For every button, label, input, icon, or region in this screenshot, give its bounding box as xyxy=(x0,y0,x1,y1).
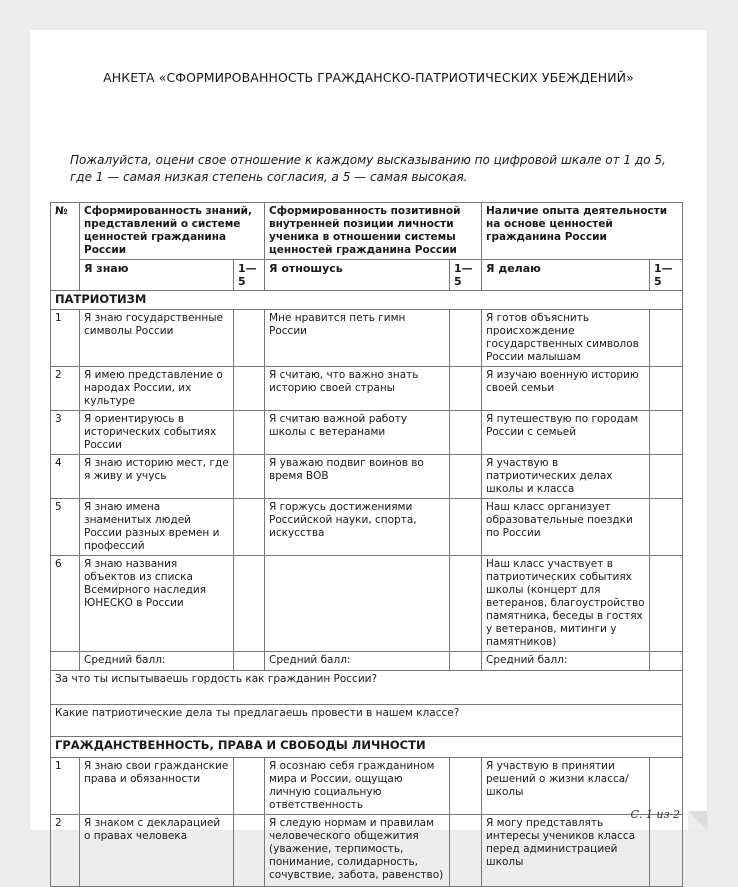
open-question-activities[interactable]: Какие патриотические дела ты предлагаешь провести в нашем классе? xyxy=(51,705,683,737)
statement-feel xyxy=(265,556,450,652)
section-row-citizenship xyxy=(51,737,683,758)
score-cell[interactable] xyxy=(650,411,683,455)
statement-do: Я путешествую по городам России с семьей xyxy=(482,411,650,455)
open-question-pride[interactable]: За что ты испытываешь гордость как гражданин России? xyxy=(51,671,683,705)
statement-know: Я имею представление о народах России, их культуре xyxy=(80,367,234,411)
section-row-patriotism xyxy=(51,291,683,310)
score-cell[interactable] xyxy=(234,310,265,367)
score-cell[interactable] xyxy=(650,758,683,815)
statement-know: Я знаю историю мест, где я живу и учусь xyxy=(80,455,234,499)
statement-do: Наш класс организует образовательные поездки по России xyxy=(482,499,650,556)
score-cell[interactable] xyxy=(234,758,265,815)
table-row xyxy=(51,310,683,367)
row-number: 3 xyxy=(51,411,80,455)
row-number: 4 xyxy=(51,455,80,499)
scale-header: 1—5 xyxy=(650,260,683,291)
open-question-row[interactable] xyxy=(51,671,683,705)
score-cell[interactable] xyxy=(450,455,482,499)
score-cell[interactable] xyxy=(450,411,482,455)
row-number xyxy=(51,652,80,671)
score-cell[interactable] xyxy=(450,310,482,367)
row-number: 2 xyxy=(51,815,80,887)
score-cell[interactable] xyxy=(650,556,683,652)
average-label-feel: Средний балл: xyxy=(265,652,450,671)
average-label-know: Средний балл: xyxy=(80,652,234,671)
statement-feel: Я считаю, что важно знать историю своей страны xyxy=(265,367,450,411)
scale-header: 1—5 xyxy=(450,260,482,291)
col-header-experience: Наличие опыта деятельности на основе ценностей гражданина России xyxy=(482,203,683,260)
score-cell[interactable] xyxy=(650,310,683,367)
statement-know: Я знаком с декларацией о правах человека xyxy=(80,815,234,887)
statement-know: Я знаю названия объектов из списка Всемирного наследия ЮНЕСКО в России xyxy=(80,556,234,652)
page-number: С. 1 из 2 xyxy=(630,808,680,821)
row-number: 1 xyxy=(51,310,80,367)
score-cell[interactable] xyxy=(650,367,683,411)
statement-do: Я участвую в патриотических делах школы и класса xyxy=(482,455,650,499)
statement-know: Я знаю свои гражданские права и обязанности xyxy=(80,758,234,815)
survey-table xyxy=(50,202,683,887)
statement-do: Я изучаю военную историю своей семьи xyxy=(482,367,650,411)
score-cell[interactable] xyxy=(450,758,482,815)
score-cell[interactable] xyxy=(234,367,265,411)
scale-header: 1—5 xyxy=(234,260,265,291)
row-number: 5 xyxy=(51,499,80,556)
table-row xyxy=(51,367,683,411)
statement-feel: Я следую нормам и правилам человеческого общежития (уважение, терпимость, понимание, солидарность, сочувствие, забота, равенство) xyxy=(265,815,450,887)
subheader-know: Я знаю xyxy=(80,260,234,291)
page-fold xyxy=(688,811,707,830)
number-header: № xyxy=(51,203,80,291)
row-number: 1 xyxy=(51,758,80,815)
statement-do: Наш класс участвует в патриотических событиях школы (концерт для ветеранов, благоустройство памятника, беседы в гостях у ветеранов, митинги у памятников) xyxy=(482,556,650,652)
statement-feel: Я считаю важной работу школы с ветеранами xyxy=(265,411,450,455)
row-number: 6 xyxy=(51,556,80,652)
score-cell[interactable] xyxy=(234,815,265,887)
table-row xyxy=(51,556,683,652)
score-cell[interactable] xyxy=(234,455,265,499)
table-row xyxy=(51,758,683,815)
statement-know: Я знаю государственные символы России xyxy=(80,310,234,367)
subheader-feel: Я отношусь xyxy=(265,260,450,291)
average-score-cell[interactable] xyxy=(650,652,683,671)
subheader-do: Я делаю xyxy=(482,260,650,291)
score-cell[interactable] xyxy=(234,556,265,652)
table-header-row xyxy=(51,203,683,260)
row-number: 2 xyxy=(51,367,80,411)
statement-do: Я участвую в принятии решений о жизни класса/школы xyxy=(482,758,650,815)
score-cell[interactable] xyxy=(650,815,683,887)
statement-know: Я ориентируюсь в исторических событиях России xyxy=(80,411,234,455)
score-cell[interactable] xyxy=(650,455,683,499)
survey-instructions: Пожалуйста, оцени свое отношение к каждому высказыванию по цифровой шкале от 1 до 5, где 1 — самая низкая степень согласия, а 5 — самая высокая. xyxy=(70,153,666,184)
statement-feel: Мне нравится петь гимн России xyxy=(265,310,450,367)
table-row xyxy=(51,411,683,455)
score-cell[interactable] xyxy=(450,499,482,556)
statement-feel: Я осознаю себя гражданином мира и России, ощущаю личную социальную ответственность xyxy=(265,758,450,815)
statement-do: Я могу представлять интересы учеников класса перед администрацией школы xyxy=(482,815,650,887)
score-cell[interactable] xyxy=(234,411,265,455)
statement-feel: Я уважаю подвиг воинов во время ВОВ xyxy=(265,455,450,499)
table-subheader-row xyxy=(51,260,683,291)
section-title: ГРАЖДАНСТВЕННОСТЬ, ПРАВА И СВОБОДЫ ЛИЧНОСТИ xyxy=(51,737,683,758)
survey-title: АНКЕТА «СФОРМИРОВАННОСТЬ ГРАЖДАНСКО-ПАТРИОТИЧЕСКИХ УБЕЖДЕНИЙ» xyxy=(103,70,634,85)
col-header-knowledge: Сформированность знаний, представлений о системе ценностей гражданина России xyxy=(80,203,265,260)
score-cell[interactable] xyxy=(450,815,482,887)
open-question-row[interactable] xyxy=(51,705,683,737)
score-cell[interactable] xyxy=(450,367,482,411)
statement-feel: Я горжусь достижениями Российской науки, спорта, искусства xyxy=(265,499,450,556)
average-score-cell[interactable] xyxy=(450,652,482,671)
average-row xyxy=(51,652,683,671)
average-label-do: Средний балл: xyxy=(482,652,650,671)
statement-know: Я знаю имена знаменитых людей России разных времен и профессий xyxy=(80,499,234,556)
table-row xyxy=(51,815,683,887)
statement-do: Я готов объяснить происхождение государственных символов России малышам xyxy=(482,310,650,367)
score-cell[interactable] xyxy=(650,499,683,556)
section-title: ПАТРИОТИЗМ xyxy=(51,291,683,310)
table-row xyxy=(51,499,683,556)
col-header-attitude: Сформированность позитивной внутренней позиции личности ученика в отношении системы ценностей гражданина России xyxy=(265,203,482,260)
average-score-cell[interactable] xyxy=(234,652,265,671)
score-cell[interactable] xyxy=(450,556,482,652)
score-cell[interactable] xyxy=(234,499,265,556)
table-row xyxy=(51,455,683,499)
